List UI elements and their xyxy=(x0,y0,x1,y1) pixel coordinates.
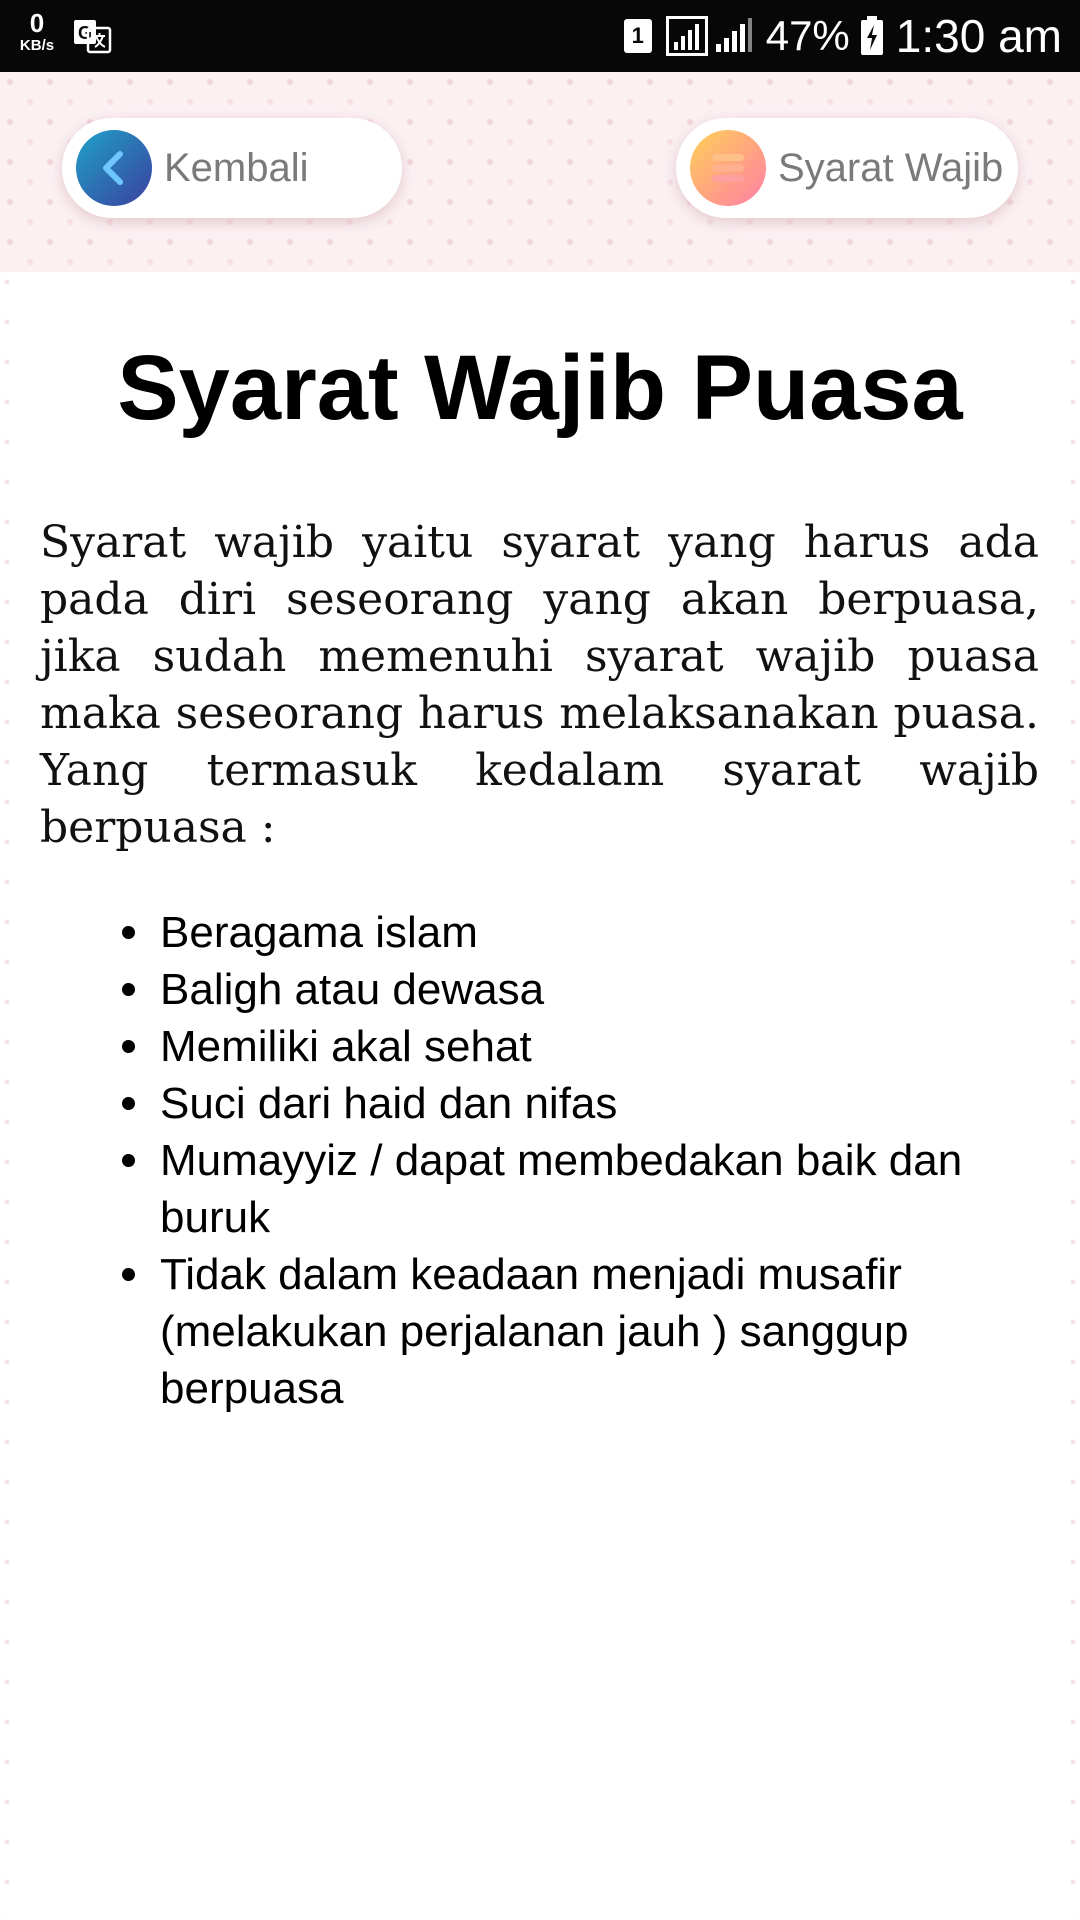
clock: 1:30 am xyxy=(895,10,1062,62)
list-item-text: Baligh atau dewasa xyxy=(160,965,545,1014)
right-edge-pattern xyxy=(1066,272,1080,1920)
bullet-icon xyxy=(122,1268,135,1281)
list-item xyxy=(160,1246,1040,1417)
network-speed xyxy=(14,10,60,53)
bullet-icon xyxy=(122,926,135,939)
network-speed-unit: KB/s xyxy=(19,37,55,54)
list-item xyxy=(160,1018,1040,1075)
network-speed-value: 0 xyxy=(29,8,45,38)
back-button-badge xyxy=(76,130,152,206)
sim-slot-badge: 1 xyxy=(624,19,652,53)
list-item-text: Mumayyiz / dapat membedakan baik dan buruk xyxy=(160,1136,963,1242)
svg-text:G: G xyxy=(77,23,93,43)
requirements-list xyxy=(160,904,1040,1417)
list-item xyxy=(160,1075,1040,1132)
chevron-left-icon xyxy=(92,146,136,190)
menu-button[interactable] xyxy=(676,118,1018,218)
intro-paragraph: Syarat wajib yaitu syarat yang harus ada pada diri seseorang yang akan berpuasa, jika sudah memenuhi syarat wajib puasa maka seseorang harus melaksanakan puasa. Yang termasuk kedalam syarat wajib berpuasa : xyxy=(40,517,1039,853)
bullet-icon xyxy=(122,1097,135,1110)
list-item-text: Tidak dalam keadaan menjadi musafir (melakukan perjalanan jauh ) sanggup berpuasa xyxy=(160,1250,909,1413)
list-item-text: Memiliki akal sehat xyxy=(160,1022,532,1071)
battery-charging-icon xyxy=(860,16,884,56)
left-edge-pattern xyxy=(0,272,14,1920)
back-button[interactable] xyxy=(62,118,402,218)
back-button-label: Kembali xyxy=(164,145,309,190)
page-title: Syarat Wajib Puasa xyxy=(117,337,963,439)
list-item xyxy=(160,961,1040,1018)
menu-button-badge xyxy=(690,130,766,206)
status-bar xyxy=(0,0,1080,72)
bullet-icon xyxy=(122,1154,135,1167)
list-item xyxy=(160,904,1040,961)
bullet-icon xyxy=(122,983,135,996)
battery-percent: 47% xyxy=(765,12,850,59)
header-bar xyxy=(0,72,1080,272)
list-item-text: Suci dari haid dan nifas xyxy=(160,1079,618,1128)
translate-icon xyxy=(72,16,112,56)
bullet-icon xyxy=(122,1040,135,1053)
hamburger-menu-icon xyxy=(706,146,750,190)
menu-button-label: Syarat Wajib xyxy=(778,145,1004,190)
cell-signal-icon xyxy=(714,16,754,56)
list-item-text: Beragama islam xyxy=(160,908,478,957)
list-item xyxy=(160,1132,1040,1246)
wifi-calling-signal-icon xyxy=(666,16,708,56)
